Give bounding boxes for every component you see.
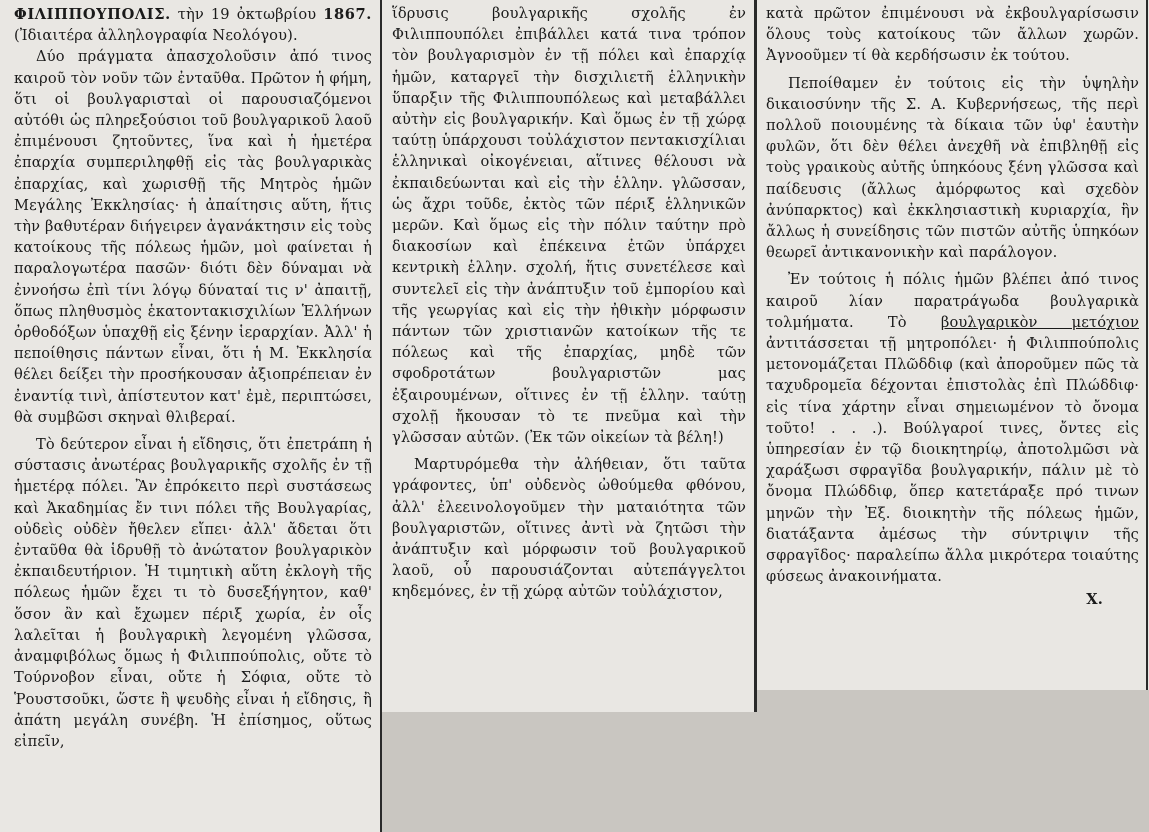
paragraph-5: κατὰ πρῶτον ἐπιμένουσι νὰ ἐκβουλγαρίσωσιν ὅλους τοὺς κατοίκους τῶν ἄλλων χωρῶν. Ἀγνοοῦμεν τί θὰ κερδήσωσιν ἐκ τούτου.	[766, 5, 1139, 65]
paragraph-2: Τὸ δεύτερον εἶναι ἡ εἴδησις, ὅτι ἐπετράπη ἡ σύστασις ἀνωτέρας βουλγαρικῆς σχολῆς ἐν τῇ ἡμετέρᾳ πόλει. Ἂν ἐπρόκειτο περὶ συστάσεως καὶ Ἀκαδημίας ἔν τινι πόλει τῆς Βουλγαρίας, οὐδεὶς οὐδὲν ἤθελεν εἴπει· ἀλλ' ἄδεται ὅτι ἐνταῦθα θὰ ἱδρυθῇ τὸ ἀνώτατον βουλγαρικὸν ἐκπαιδευτήριον. Ἡ τιμητικὴ αὕτη ἐκλογὴ τῆς πόλεως ἡμῶν ἔχει τι τὸ δυσεξήγητον, καθ' ὅσον ἂν καὶ ἔχωμεν πέριξ χωρία, ἐν οἷς λαλεῖται ἡ βουλγαρικὴ λεγομένη γλῶσσα, ἀναμφιβόλως ὅμως ἡ Φιλιππούπολις, οὔτε τὸ Τούρνοβον εἶναι, οὔτε ἡ Σόφια, οὔτε τὸ Ῥουστσοῦκι, ὥστε ἢ ψευδὴς εἶναι ἡ εἴδησις, ἢ ἀπάτη μεγάλη συνέβη. Ἡ ἐπίσημος, οὕτως εἰπεῖν,	[14, 436, 372, 750]
column-divider	[1146, 0, 1148, 690]
column-3	[757, 0, 1149, 690]
paragraph-7-end: ἀντιτάσσεται τῇ μητροπόλει· ἡ Φιλιππούπολις μετονομάζεται Πλῶδδιφ (καὶ ἀποροῦμεν πῶς τὰ ταχυδρομεῖα δέχονται ἐπιστολὰς ἐπὶ Πλώδδιφ· εἰς τίνα χάρτην εἶναι σημειωμένον τὸ ὄνομα τοῦτο! . . .). Βούλγαροί τινες, ὄντες εἰς ὑπηρεσίαν ἐν τῷ διοικητηρίῳ, ἀποτολμῶσι νὰ χαράξωσι σφραγῖδα βουλγαρικήν, πάλιν μὲ τὸ ὄνομα Πλώδδιφ, ὅπερ κατετάραξε πρό τινων μηνῶν τὴν Ἐξ. διοικητὴν τῆς πόλεως ἡμῶν, διατάξαντα ἀμέσως τὴν σύντριψιν τῆς σφραγῖδος· παραλείπω ἄλλα μικρότερα τοιαύτης φύσεως ἀνακοινήματα.	[766, 335, 1139, 586]
page-background	[382, 712, 757, 832]
column-2	[382, 0, 754, 712]
article-year: 1867.	[323, 6, 372, 23]
page-background	[757, 690, 1149, 832]
column-1	[0, 0, 380, 832]
paragraph-6: Πεποίθαμεν ἐν τούτοις εἰς τὴν ὑψηλὴν δικαιοσύνην τῆς Σ. Α. Κυβερνήσεως, τῆς περὶ πολλοῦ ποιουμένης τὰ δίκαια τῶν ὑφ' ἑαυτὴν φυλῶν, ὅτι δὲν θέλει ἀνεχθῆ νὰ ἐπιβληθῇ εἰς τοὺς γραικοὺς αὐτῆς ὑπηκόους ξένη γλῶσσα καὶ παίδευσις (ἄλλως ἀμόρφωτος καὶ σχεδὸν ἀνύπαρκτος) καὶ ἐκκλησιαστικὴ κυριαρχία, ἣν ἄλλως ἡ συνείδησις τῶν πιστῶν αὐτῆς ὑπηκόων θεωρεῖ ἀντικανονικὴν καὶ παράλογον.	[766, 74, 1139, 262]
paragraph-4: Μαρτυρόμεθα τὴν ἀλήθειαν, ὅτι ταῦτα γράφοντες, ὑπ' οὐδενὸς ὠθούμεθα φθόνου, ἀλλ' ἐλεεινολογοῦμεν τὴν ματαιότητα τῶν βουλγαριστῶν, οἵτινες ἀντὶ νὰ ζητῶσι τὴν ἀνάπτυξιν καὶ μόρφωσιν τοῦ βουλγαρικοῦ λαοῦ, οὗ παρουσιάζονται αὐτεπάγγελτοι κηδεμόνες, ἐν τῇ χώρᾳ αὐτῶν τοὐλάχιστον,	[392, 456, 746, 601]
dateline	[14, 4, 372, 46]
article-source: (Ἰδιαιτέρα ἀλληλογραφία Νεολόγου).	[14, 27, 298, 45]
underlined-phrase: βουλγαρικὸν μετόχιον	[940, 313, 1139, 331]
article-heading: ΦΙΛΙΠΠΟΥΠΟΛΙΣ.	[14, 6, 171, 23]
paragraph-3: ἵδρυσις βουλγαρικῆς σχολῆς ἐν Φιλιππουπόλει ἐπιβάλλει κατά τινα τρόπον τὸν βουλγαρισμὸν ἐν τῇ πόλει καὶ ἐπαρχίᾳ ἡμῶν, καταργεῖ τὴν δισχιλιετῆ ἑλληνικὴν ὕπαρξιν τῆς Φιλιππουπόλεως καὶ μεταβάλλει αὐτὴν εἰς βουλγαρικήν. Καὶ ὅμως ἐν τῇ χώρᾳ ταύτῃ ὑπάρχουσι τοὐλάχιστον πεντακισχίλιαι ἑλληνικαὶ οἰκογένειαι, αἵτινες θέλουσι νὰ ἐκπαιδεύωνται καὶ εἰς τὴν ἑλλην. γλῶσσαν, ὡς ἄχρι τοῦδε, ἐκτὸς τῶν πέριξ ἑλληνικῶν μερῶν. Καὶ ὅμως εἰς τὴν πόλιν ταύτην πρὸ διακοσίων καὶ ἐπέκεινα ἐτῶν ὑπάρχει κεντρικὴ ἑλλην. σχολή, ἥτις συνετέλεσε καὶ συντελεῖ εἰς τὴν ἀνάπτυξιν τοῦ ἐμπορίου καὶ τῆς γεωργίας καὶ εἰς τὴν ἠθικὴν μόρφωσιν πάντων τῶν χριστιανῶν κατοίκων τῆς τε πόλεως καὶ τῆς ἐπαρχίας, μηδὲ τῶν σφοδροτάτων βουλγαριστῶν μας ἐξαιρουμένων, οἵτινες ἐν τῇ ἑλλην. ταύτῃ σχολῇ ἤκουσαν τὸ τε πνεῦμα καὶ τὴν γλῶσσαν αὐτῶν. (Ἐκ τῶν οἰκείων τὰ βέλη!)	[392, 5, 746, 447]
article-date: τὴν 19 ὀκτωβρίου	[177, 6, 317, 23]
paragraph-7	[766, 269, 1139, 587]
signature: Χ.	[1086, 591, 1103, 609]
paragraph-7-start: Ἐν τούτοις ἡ πόλις ἡμῶν βλέπει ἀπό τινος καιροῦ λίαν παρατράγωδα βουλγαρικὰ τολμήματα. Τὸ	[766, 271, 1139, 331]
paragraph-1: Δύο πράγματα ἀπασχολοῦσιν ἀπό τινος καιροῦ τὸν νοῦν τῶν ἐνταῦθα. Πρῶτον ἡ φήμη, ὅτι οἱ βουλγαρισταὶ οἱ παρουσιαζόμενοι αὐτόθι ὡς πληρεξούσιοι τοῦ βουλγαρικοῦ λαοῦ ἐπιμένουσι ζητοῦντες, ἵνα καὶ ἡ ἡμετέρα ἐπαρχία συμπεριληφθῇ εἰς τὰς βουλγαρικὰς ἐπαρχίας, καὶ χωρισθῇ τῆς Μητρὸς ἡμῶν Μεγάλης Ἐκκλησίας· ἡ ἀπαίτησις αὕτη, ἥτις τὴν βαθυτέραν διήγειρεν ἀγανάκτησιν εἰς τοὺς κατοίκους τῆς πόλεως ἡμῶν, μοὶ φαίνεται ἡ παραλογωτέρα πασῶν· διότι δὲν δύναμαι νὰ ἐννοήσω ἐπὶ τίνι λόγῳ δύναταί τις ν' ἀπαιτῇ, ὅπως πληθυσμὸς ἑκατοντακισχιλίων Ἑλλήνων ὀρθοδόξων ὑπαχθῇ εἰς ξένην ἱεραρχίαν. Ἀλλ' ἡ πεποίθησις πάντων εἶναι, ὅτι ἡ Μ. Ἐκκλησία θέλει δείξει τὴν προσήκουσαν ἀξιοπρέπειαν ἐν ἐναντίᾳ τινὶ, ἀπίστευτον κατ' ἐμὲ, περιπτώσει, θὰ συμβῶσι σκηναὶ θλιβεραί.	[14, 48, 372, 426]
